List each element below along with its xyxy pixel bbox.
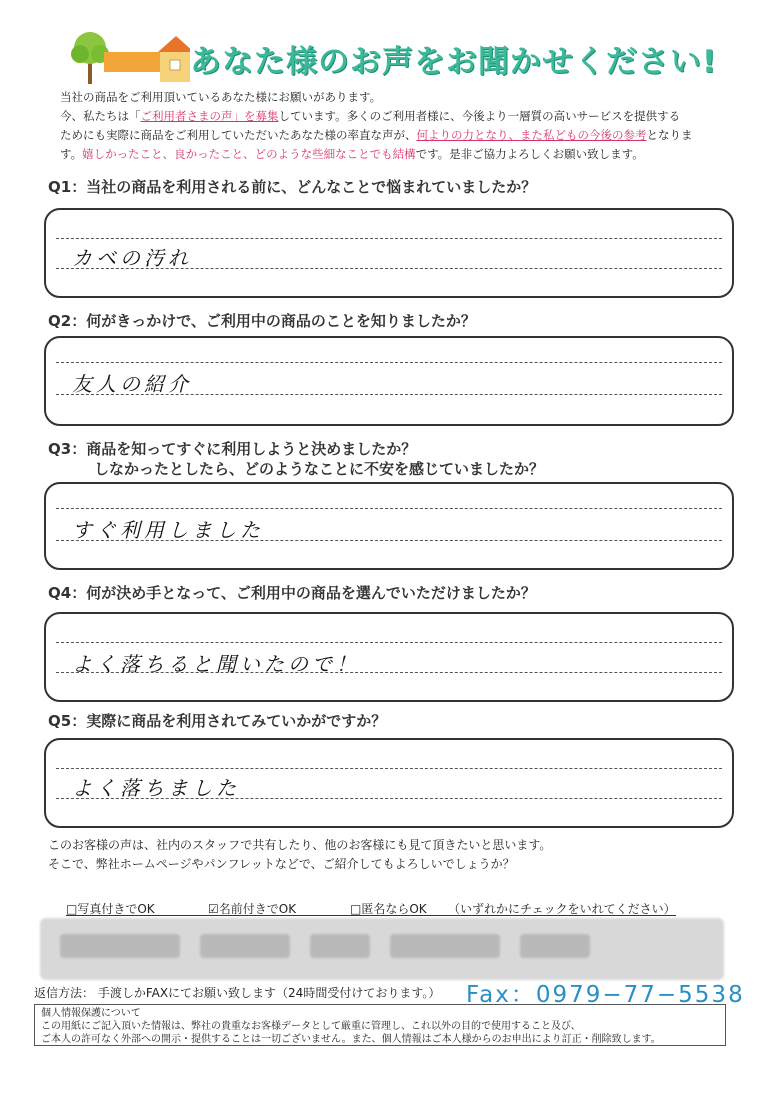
intro-line-4: す。嬉しかったこと、良かったこと、どのような些細なことでも結構です。是非ご協力よろしくお願い致します。: [60, 147, 644, 161]
answer-5-text: よく落ちました: [72, 776, 240, 800]
consent-line-1: このお客様の声は、社内のスタッフで共有したり、他のお客様にも見て頂きたいと思います。: [48, 838, 552, 852]
question-2-label: Q2：何がきっかけで、ご利用中の商品のことを知りましたか？: [48, 312, 476, 330]
answer-1-text: カベの汚れ: [72, 246, 192, 270]
question-1-label: Q1：当社の商品を利用される前に、どんなことで悩まれていましたか？: [48, 178, 537, 196]
checkbox-name-ok[interactable]: ☑名前付きでOK: [208, 902, 297, 916]
intro-line-3: ためにも実際に商品をご利用していただいたあなた様の率直な声が、何よりの力となり、また私どもの今後の参考となりま: [60, 128, 693, 142]
answer-box-4[interactable]: [44, 612, 734, 702]
reply-method-text: 返信方法： 手渡しかFAXにてお願い致します（24時間受付けております。）: [34, 986, 441, 1000]
intro-text: [60, 88, 750, 164]
privacy-line-2: ご本人の許可なく外部への開示・提供することは一切ございません。また、個人情報はご本人様からのお申出により訂正・削除致します。: [41, 1034, 661, 1045]
page-title: あなた様のお声をお聞かせください!: [190, 44, 718, 80]
question-4-label: Q4：何が決め手となって、ご利用中の商品を選んでいただけましたか？: [48, 584, 536, 602]
logo-tree-house-icon: [70, 22, 190, 88]
checkbox-photo-ok[interactable]: □写真付きでOK: [66, 902, 155, 916]
intro-line-1: 当社の商品をご利用頂いているあなた様にお願いがあります。: [60, 90, 382, 104]
divider: [66, 915, 676, 916]
question-3-label: Q3：商品を知ってすぐに利用しようと決めましたか？: [48, 440, 417, 458]
checkbox-anonymous-ok[interactable]: □匿名ならOK: [350, 902, 427, 916]
privacy-title: 個人情報保護について: [41, 1008, 141, 1019]
privacy-line-1: この用紙にご記入頂いた情報は、弊社の貴重なお客様データとして厳重に管理し、これ以外の目的で使用すること及び、: [41, 1021, 581, 1032]
question-3-sublabel: しなかったとしたら、どのようなことに不安を感じていましたか？: [94, 460, 545, 478]
consent-text: [48, 836, 551, 874]
fax-number: Fax：0979−77−5538: [466, 982, 745, 1008]
answer-4-text: よく落ちると聞いたので！: [72, 652, 360, 676]
intro-line-2: 今、私たちは「ご利用者さまの声」を募集しています。多くのご利用者様に、今後より一層質の高いサービスを提供する: [60, 109, 681, 123]
answer-box-2[interactable]: [44, 336, 734, 426]
answer-box-5[interactable]: [44, 738, 734, 828]
redacted-name-field: [40, 918, 724, 980]
checkbox-instruction: （いずれかにチェックをいれてください）: [448, 902, 676, 916]
answer-box-1[interactable]: [44, 208, 734, 298]
question-5-label: Q5：実際に商品を利用されてみていかがですか？: [48, 712, 387, 730]
consent-line-2: そこで、弊社ホームページやパンフレットなどで、ご紹介してもよろしいでしょうか？: [48, 857, 515, 871]
answer-2-text: 友人の紹介: [72, 372, 192, 396]
answer-3-text: すぐ利用しました: [72, 518, 264, 542]
answer-box-3[interactable]: [44, 482, 734, 570]
privacy-notice: [34, 1004, 726, 1046]
